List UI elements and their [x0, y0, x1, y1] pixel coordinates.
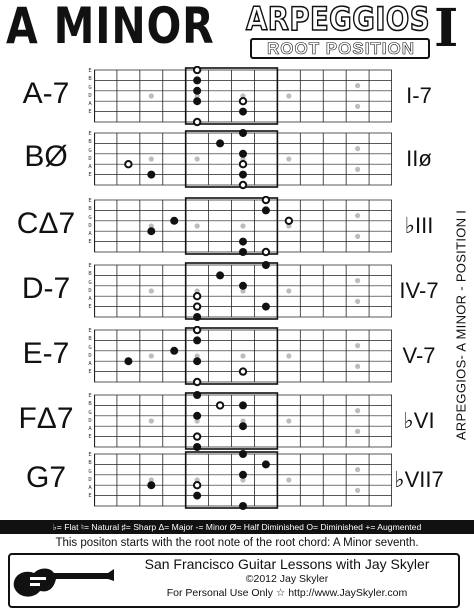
arpeggio-row: [0, 450, 474, 512]
inlay-marker: [355, 83, 360, 88]
root-note-marker: [194, 293, 200, 299]
fretboard-diagram: [94, 391, 392, 453]
inlay-marker: [355, 488, 360, 493]
string-label: D: [88, 287, 92, 294]
fretboard-diagram: [94, 66, 392, 128]
arpeggio-row: [0, 129, 474, 191]
arpeggio-row: [0, 66, 474, 128]
note-marker: [216, 271, 224, 279]
inlay-marker: [240, 223, 245, 228]
string-label: E: [88, 328, 92, 334]
note-marker: [262, 303, 270, 311]
root-note-marker: [240, 368, 246, 374]
note-marker: [239, 150, 247, 158]
scale-degree: ♭III: [404, 213, 434, 238]
string-labels: [86, 327, 94, 377]
string-label: D: [88, 417, 92, 424]
inlay-marker: [286, 353, 291, 358]
root-note-marker: [286, 218, 292, 224]
string-label: G: [88, 344, 92, 351]
root-note-marker: [194, 303, 200, 309]
arpeggio-row: [0, 261, 474, 323]
chord-name: D-7: [21, 272, 71, 305]
chord-name: E-7: [22, 337, 70, 370]
note-marker: [239, 282, 247, 290]
inlay-marker: [195, 156, 200, 161]
string-label: G: [88, 468, 92, 475]
note-marker: [262, 261, 270, 269]
inlay-marker: [355, 299, 360, 304]
note-marker: [193, 492, 201, 500]
string-label: E: [88, 239, 92, 246]
note-marker: [239, 171, 247, 179]
guitar-icon: [10, 557, 116, 605]
page-title: A MINOR: [6, 0, 215, 55]
arpeggio-row: [0, 391, 474, 453]
inlay-marker: [355, 167, 360, 172]
inlay-marker: [355, 429, 360, 434]
inlay-marker: [286, 156, 291, 161]
note-marker: [239, 450, 247, 458]
note-marker: [216, 139, 224, 147]
string-label: B: [88, 401, 92, 408]
scale-degree: V-7: [402, 343, 436, 368]
string-label: B: [88, 271, 92, 278]
note-marker: [147, 171, 155, 179]
note-marker: [239, 238, 247, 246]
string-labels: [86, 392, 94, 442]
note-marker: [193, 87, 201, 95]
root-note-marker: [240, 182, 246, 188]
inlay-marker: [355, 364, 360, 369]
position-label: ROOT POSITION: [255, 40, 427, 57]
inlay-marker: [149, 156, 154, 161]
root-note-marker: [194, 67, 200, 73]
fretboard-diagram: [94, 196, 392, 258]
root-note-marker: [194, 379, 200, 385]
note-marker: [239, 129, 247, 137]
inlay-marker: [149, 418, 154, 423]
fretboard-diagram: [94, 261, 392, 323]
string-label: A: [88, 426, 92, 433]
string-label: B: [88, 336, 92, 343]
inlay-marker: [355, 213, 360, 218]
scale-degree: ♭VI: [403, 408, 435, 433]
scale-degree: IV-7: [399, 278, 439, 303]
root-note-marker: [263, 249, 269, 255]
string-label: E: [88, 304, 92, 311]
note-marker: [239, 248, 247, 256]
note-marker: [239, 471, 247, 479]
inlay-marker: [355, 408, 360, 413]
note-marker: [262, 460, 270, 468]
note-marker: [193, 97, 201, 105]
inlay-marker: [355, 467, 360, 472]
string-label: E: [88, 68, 92, 74]
string-label: D: [88, 476, 92, 483]
scale-degree: I-7: [406, 83, 432, 108]
note-marker: [193, 76, 201, 84]
note-marker: [170, 347, 178, 355]
arpeggio-row: [0, 326, 474, 388]
string-labels: [86, 262, 94, 312]
string-label: A: [88, 361, 92, 368]
page-subtitle: ARPEGGIOS: [246, 0, 430, 38]
root-note-marker: [217, 402, 223, 408]
chord-name: FΔ7: [18, 402, 74, 435]
chord-name: G7: [25, 461, 67, 494]
symbol-legend: ♭= Flat ♮= Natural ♯= Sharp Δ= Major -= Minor Ø= Half Diminished O= Diminished += Augmented: [0, 520, 474, 534]
string-label: E: [88, 263, 92, 269]
string-label: E: [88, 393, 92, 399]
string-label: A: [88, 101, 92, 108]
root-note-marker: [194, 119, 200, 125]
string-label: B: [88, 76, 92, 83]
string-labels: [86, 197, 94, 247]
string-label: G: [88, 147, 92, 154]
volume-numeral: I: [434, 0, 459, 59]
chord-name: BØ: [24, 140, 68, 173]
inlay-marker: [286, 288, 291, 293]
inlay-marker: [149, 288, 154, 293]
note-marker: [193, 412, 201, 420]
inlay-marker: [355, 104, 360, 109]
footer-link[interactable]: For Personal Use Only ☆ http://www.JaySkyler.com: [166, 587, 408, 599]
root-note-marker: [263, 197, 269, 203]
string-label: E: [88, 198, 92, 204]
footer-copyright: ©2012 Jay Skyler: [245, 573, 329, 585]
inlay-marker: [149, 93, 154, 98]
fretboard-diagram: [94, 326, 392, 388]
chord-name: A-7: [22, 77, 70, 110]
string-label: B: [88, 206, 92, 213]
note-marker: [239, 401, 247, 409]
note-marker: [193, 391, 201, 399]
string-label: G: [88, 214, 92, 221]
note-marker: [147, 227, 155, 235]
note-marker: [262, 206, 270, 214]
root-note-marker: [125, 161, 131, 167]
note-marker: [193, 313, 201, 321]
note-marker: [193, 357, 201, 365]
inlay-marker: [286, 477, 291, 482]
chord-name: CΔ7: [16, 207, 76, 240]
string-label: B: [88, 139, 92, 146]
position-note: This positon starts with the root note of the root chord: A Minor seventh.: [55, 537, 419, 549]
string-label: D: [88, 222, 92, 229]
string-label: E: [88, 493, 92, 500]
string-label: E: [88, 452, 92, 458]
inlay-marker: [355, 234, 360, 239]
note-marker: [193, 336, 201, 344]
root-note-marker: [194, 482, 200, 488]
note-marker: [239, 502, 247, 510]
inlay-marker: [355, 278, 360, 283]
note-marker: [124, 357, 132, 365]
string-label: E: [88, 369, 92, 376]
fretboard-diagram: [94, 129, 392, 191]
fretboard-diagram: [94, 450, 392, 512]
note-marker: [147, 481, 155, 489]
string-label: A: [88, 164, 92, 171]
note-marker: [239, 422, 247, 430]
scale-degree: IIø: [406, 146, 432, 171]
inlay-marker: [240, 353, 245, 358]
inlay-marker: [286, 93, 291, 98]
root-note-marker: [194, 327, 200, 333]
string-label: D: [88, 155, 92, 162]
string-label: E: [88, 109, 92, 116]
string-label: E: [88, 172, 92, 179]
root-note-marker: [240, 98, 246, 104]
footer-title: San Francisco Guitar Lessons with Jay Skyler: [144, 556, 430, 572]
string-label: A: [88, 231, 92, 238]
string-label: E: [88, 434, 92, 441]
inlay-marker: [149, 353, 154, 358]
string-label: D: [88, 352, 92, 359]
arpeggio-row: [0, 196, 474, 258]
string-label: G: [88, 84, 92, 91]
inlay-marker: [355, 146, 360, 151]
inlay-marker: [355, 343, 360, 348]
string-label: D: [88, 92, 92, 99]
note-marker: [239, 108, 247, 116]
string-label: G: [88, 279, 92, 286]
inlay-marker: [195, 223, 200, 228]
string-labels: [86, 130, 94, 180]
root-note-marker: [240, 161, 246, 167]
string-label: A: [88, 296, 92, 303]
side-label-text: ARPEGGIOS- A MINOR - POSITION I: [453, 209, 469, 441]
string-label: E: [88, 131, 92, 137]
string-labels: [86, 451, 94, 501]
side-label: [449, 110, 473, 540]
string-label: A: [88, 485, 92, 492]
inlay-marker: [286, 418, 291, 423]
string-labels: [86, 67, 94, 117]
note-marker: [170, 217, 178, 225]
string-label: G: [88, 409, 92, 416]
string-label: B: [88, 460, 92, 467]
root-note-marker: [194, 433, 200, 439]
scale-degree: ♭VII7: [394, 467, 444, 492]
